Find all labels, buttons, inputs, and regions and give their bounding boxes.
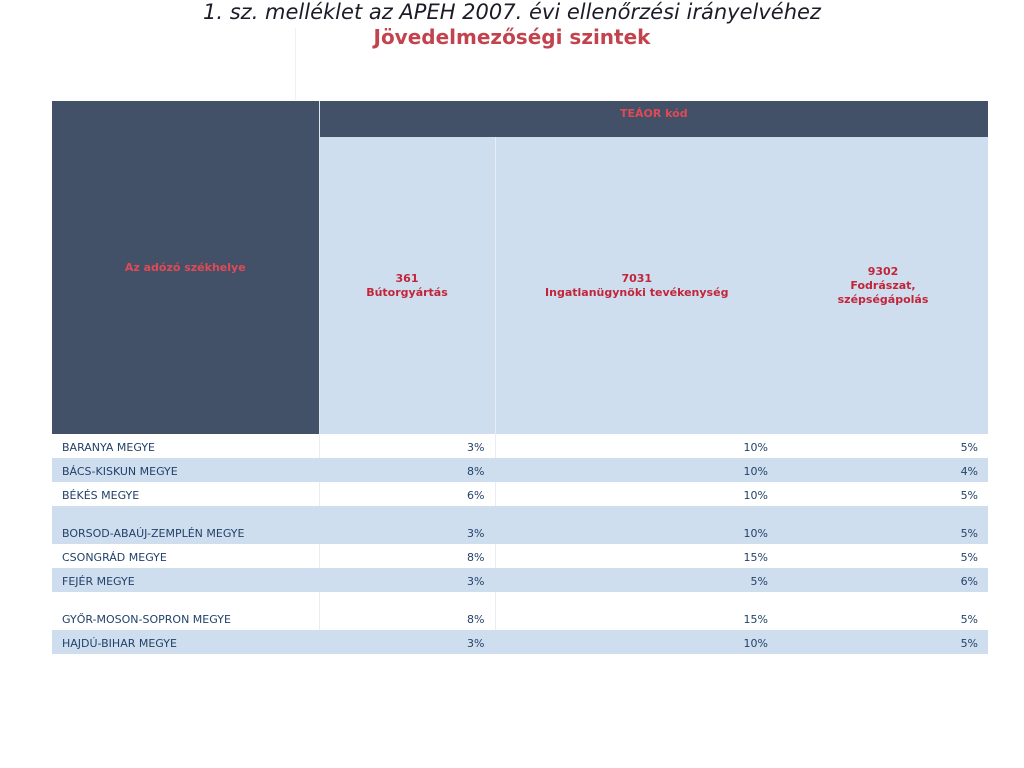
county-name: BARANYA MEGYE <box>52 434 319 458</box>
title-line-2: Jövedelmezőségi szintek <box>373 25 651 49</box>
value-cell: 5% <box>495 568 778 592</box>
divider <box>295 28 296 100</box>
table-row <box>52 630 988 654</box>
value-cell: 8% <box>319 458 495 482</box>
col-code: 7031 <box>621 271 653 285</box>
profitability-table <box>52 101 988 654</box>
header-teaor-code: TEÁOR kód <box>319 101 988 137</box>
value-cell: 10% <box>495 506 778 544</box>
col-code: 9302 <box>867 264 899 278</box>
county-name: HAJDÚ-BIHAR MEGYE <box>52 630 319 654</box>
title-line-1: 1. sz. melléklet az APEH 2007. évi ellenőrzési irányelvéhez <box>203 0 821 24</box>
value-cell: 5% <box>778 434 988 458</box>
table-row <box>52 458 988 482</box>
slide-title <box>0 0 1024 50</box>
col-name: Ingatlanügynöki tevékenység <box>545 285 729 299</box>
value-cell: 15% <box>495 544 778 568</box>
value-cell: 10% <box>495 434 778 458</box>
col-name: Fodrászat, szépségápolás <box>837 278 929 306</box>
table-row <box>52 544 988 568</box>
table-row <box>52 482 988 506</box>
value-cell: 4% <box>778 458 988 482</box>
table-row <box>52 506 988 544</box>
value-cell: 5% <box>778 482 988 506</box>
county-name: BÁCS-KISKUN MEGYE <box>52 458 319 482</box>
value-cell: 5% <box>778 592 988 630</box>
county-name: BÉKÉS MEGYE <box>52 482 319 506</box>
header-taxpayer-seat: Az adózó székhelye <box>52 101 319 434</box>
value-cell: 6% <box>778 568 988 592</box>
value-cell: 10% <box>495 630 778 654</box>
table-row <box>52 568 988 592</box>
county-name: GYŐR-MOSON-SOPRON MEGYE <box>52 592 319 630</box>
county-name: CSONGRÁD MEGYE <box>52 544 319 568</box>
value-cell: 5% <box>778 544 988 568</box>
table-row <box>52 434 988 458</box>
value-cell: 3% <box>319 506 495 544</box>
header-col-9302 <box>778 137 988 434</box>
value-cell: 3% <box>319 568 495 592</box>
value-cell: 10% <box>495 482 778 506</box>
value-cell: 6% <box>319 482 495 506</box>
value-cell: 3% <box>319 630 495 654</box>
value-cell: 8% <box>319 592 495 630</box>
value-cell: 5% <box>778 506 988 544</box>
value-cell: 5% <box>778 630 988 654</box>
header-col-361 <box>319 137 495 434</box>
col-name: Bútorgyártás <box>366 285 448 299</box>
county-name: FEJÉR MEGYE <box>52 568 319 592</box>
table-row <box>52 592 988 630</box>
county-name: BORSOD-ABAÚJ-ZEMPLÉN MEGYE <box>52 506 319 544</box>
value-cell: 10% <box>495 458 778 482</box>
value-cell: 3% <box>319 434 495 458</box>
col-code: 361 <box>395 271 419 285</box>
value-cell: 8% <box>319 544 495 568</box>
value-cell: 15% <box>495 592 778 630</box>
header-col-7031 <box>495 137 778 434</box>
